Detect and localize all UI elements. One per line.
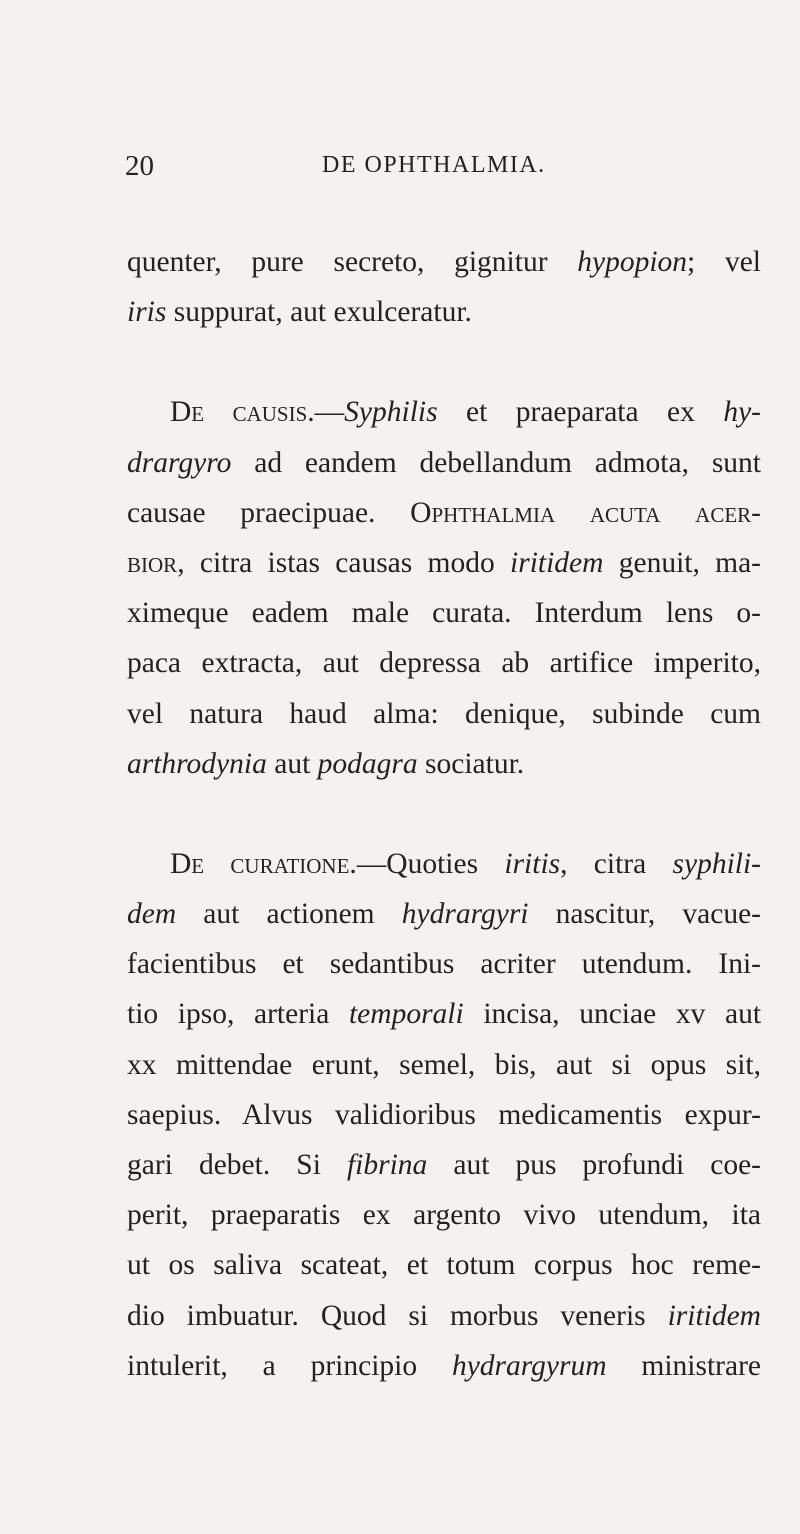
text-line: facientibus et sedantibus acriter utendum. Ini-	[127, 948, 761, 981]
text-line: xx mittendae erunt, semel, bis, aut si opus sit,	[127, 1048, 761, 1081]
text-line: dem aut actionem hydrargyri nascitur, vacue-	[127, 898, 761, 931]
text-line: ut os saliva scateat, et totum corpus hoc reme-	[127, 1249, 761, 1282]
text-line: vel natura haud alma: denique, subinde cum	[127, 697, 761, 730]
text-line: tio ipso, arteria temporali incisa, unciae xv aut	[127, 998, 762, 1031]
text-line: gari debet. Si fibrina aut pus profundi coe-	[127, 1149, 761, 1181]
text-line: dio imbuatur. Quod si morbus veneris iritidem	[127, 1299, 761, 1332]
text-line: quenter, pure secreto, gignitur hypopion; vel	[127, 246, 761, 278]
text-line: arthrodynia aut podagra sociatur.	[127, 747, 525, 780]
section-heading-treatment: De curatione.—Quoties iritis, citra syphili-	[170, 847, 761, 880]
running-title: DE OPHTHALMIA.	[322, 152, 546, 178]
body-text	[127, 237, 761, 1391]
text-line: bior, citra istas causas modo iritidem genuit, ma-	[127, 546, 761, 579]
page-number: 20	[125, 150, 154, 182]
page-header	[127, 150, 757, 190]
text-line: drargyro ad eandem debellandum admota, sunt	[127, 446, 761, 479]
text-line: ximeque eadem male curata. Interdum lens o-	[127, 597, 761, 630]
text-line: saepius. Alvus validioribus medicamentis expur-	[127, 1098, 761, 1131]
text-line: intulerit, a principio hydrargyrum ministrare	[127, 1349, 762, 1382]
section-heading-causes: De causis.—Syphilis et praeparata ex hy-	[170, 396, 761, 429]
text-line: iris suppurat, aut exulceratur.	[127, 296, 472, 329]
text-line: perit, praeparatis ex argento vivo utendum, ita	[127, 1199, 761, 1232]
text-line: paca extracta, aut depressa ab artifice imperito,	[127, 647, 761, 680]
text-line: causae praecipuae. Ophthalmia acuta acer-	[127, 496, 762, 529]
